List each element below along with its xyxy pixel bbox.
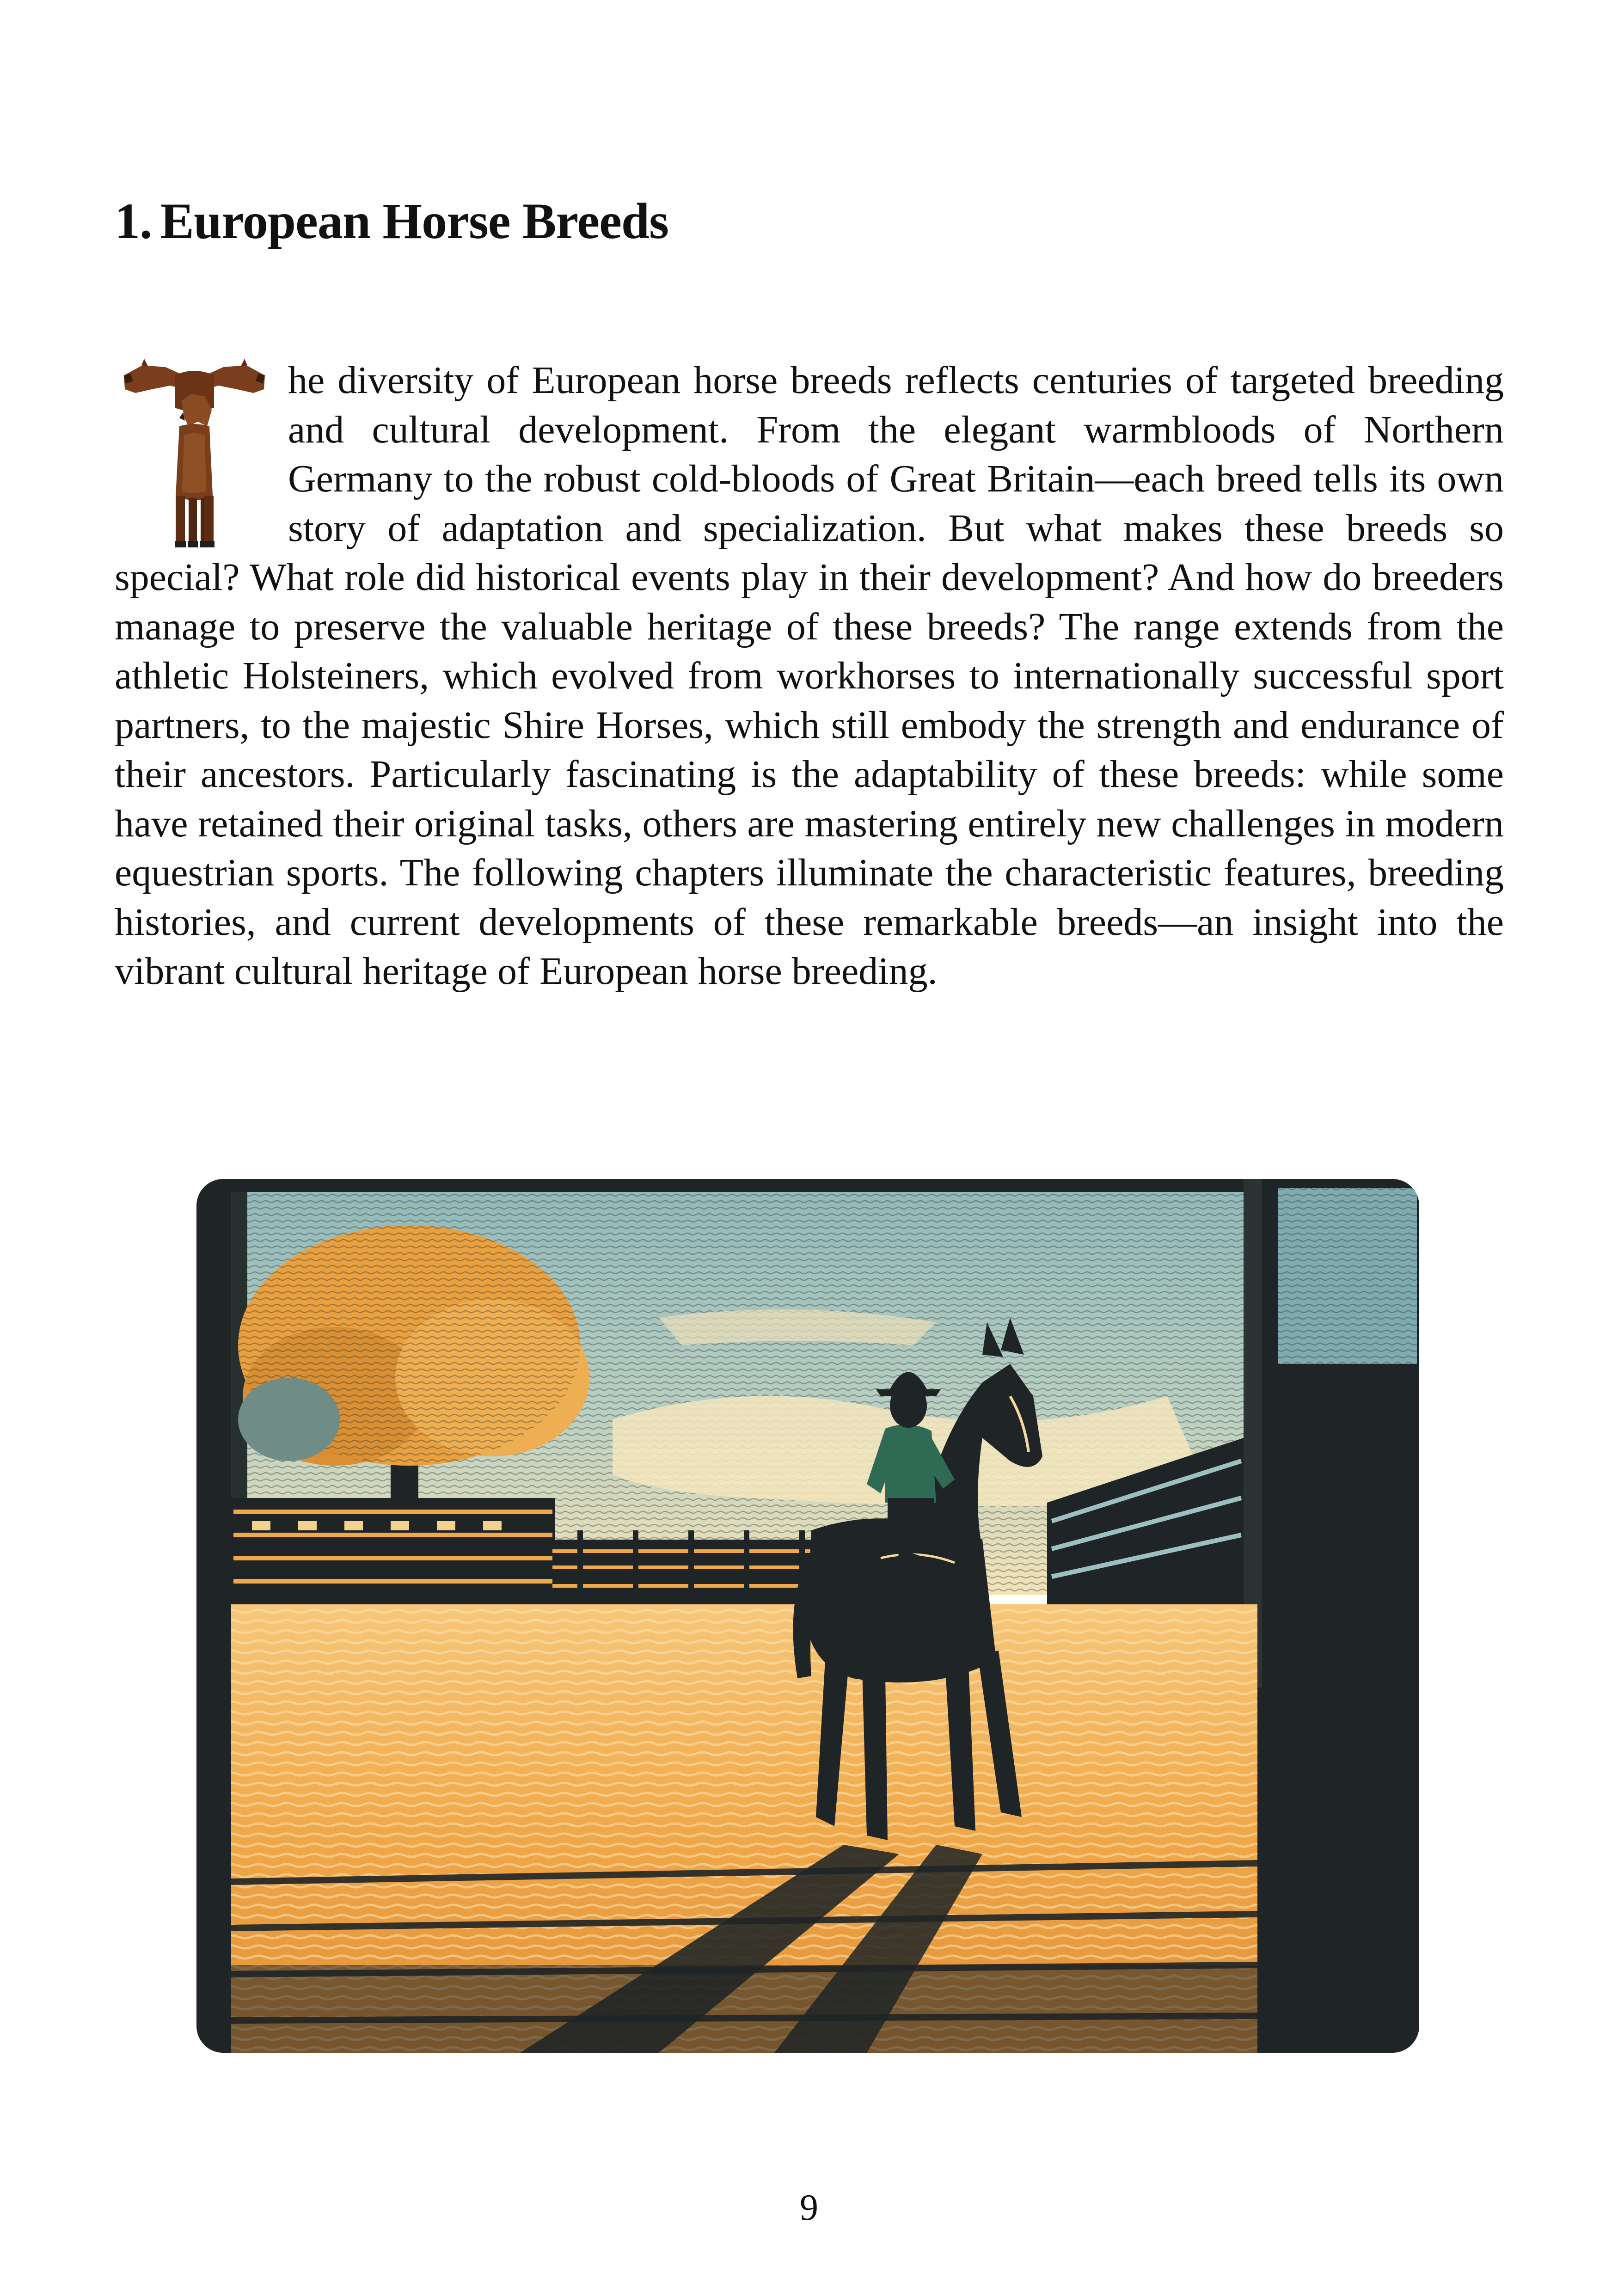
intro-paragraph <box>115 356 1504 996</box>
horse-figures-drop-cap-icon <box>115 357 274 551</box>
rider-on-horse-arena-illustration <box>196 1179 1419 2053</box>
page-number: 9 <box>800 2187 818 2228</box>
chapter-title: European Horse Breeds <box>160 193 668 249</box>
chapter-heading <box>115 192 668 251</box>
intro-text: he diversity of European horse breeds reflects centuries of targeted breeding and cultural development. From the elegant warmbloods of Northern Germany to the robust cold-bloods of Great Britain—each breed tells its own story of adaptation and specialization. But what makes these breeds so special? What role did historical events play in their development? And how do breeders manage to preserve the valuable heritage of these breeds? The range extends from the athletic Holsteiners, which evolved from workhorses to internationally successful sport partners, to the majestic Shire Horses, which still embody the strength and endurance of their ancestors. Particularly fascinating is the adaptability of these breeds: while some have retained their original tasks, others are mastering entirely new challenges in modern equestrian sports. The following chapters illuminate the characteristic features, breeding histories, and current developments of these remarkable breeds—an insight into the vibrant cultural heritage of European horse breeding. <box>115 359 1504 993</box>
drop-cap <box>115 357 274 551</box>
chapter-number: 1. <box>115 193 152 249</box>
